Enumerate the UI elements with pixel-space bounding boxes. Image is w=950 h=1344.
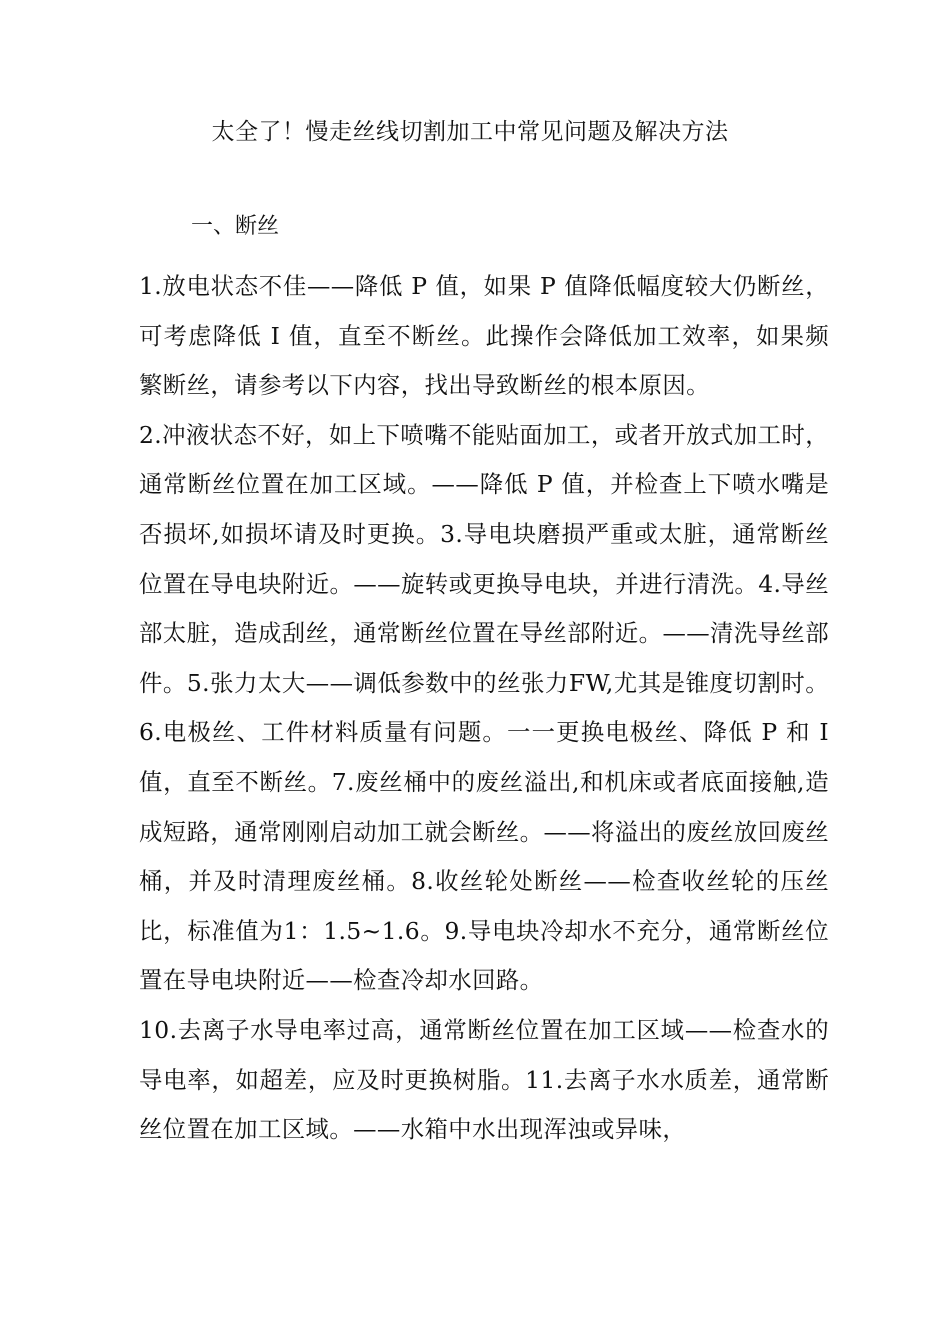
section-heading: 一、断丝 [191, 214, 280, 239]
paragraph-1: 1.放电状态不佳——降低 P 值，如果 P 值降低幅度较大仍断丝，可考虑降低 I 值，直至不断丝。此操作会降低加工效率，如果频繁断丝，请参考以下内容，找出导致断丝的根本原因。 [139, 272, 829, 400]
paragraph-2: 2.冲液状态不好，如上下喷嘴不能贴面加工，或者开放式加工时，通常断丝位置在加工区域。——降低 P 值，并检查上下喷水嘴是否损坏,如损坏请及时更换。3.导电块磨损严重或太脏，通常断丝位置在导电块附近。——旋转或更换导电块，并进行清洗。4.导丝部太脏，造成刮丝，通常断丝位置在导丝部附近。——清洗导丝部件。5.张力太大——调低参数中的丝张力FW,尤其是锥度切割时。6.电极丝、工件材料质量有问题。一一更换电极丝、降低 P 和 I 值，直至不断丝。7.废丝桶中的废丝溢出,和机床或者底面接触,造成短路，通常刚刚启动加工就会断丝。——将溢出的废丝放回废丝桶，并及时清理废丝桶。8.收丝轮处断丝——检查收丝轮的压丝比，标准值为1：1.5~1.6。9.导电块冷却水不充分，通常断丝位置在导电块附近——检查冷却水回路。 [139, 420, 829, 995]
document-title: 太全了！慢走丝线切割加工中常见问题及解决方法 [211, 119, 729, 145]
paragraph-3: 10.去离子水导电率过高，通常断丝位置在加工区域——检查水的导电率，如超差，应及时更换树脂。11.去离子水水质差，通常断丝位置在加工区域。——水箱中水出现浑浊或异味， [139, 1015, 829, 1144]
document-body [139, 262, 829, 1155]
